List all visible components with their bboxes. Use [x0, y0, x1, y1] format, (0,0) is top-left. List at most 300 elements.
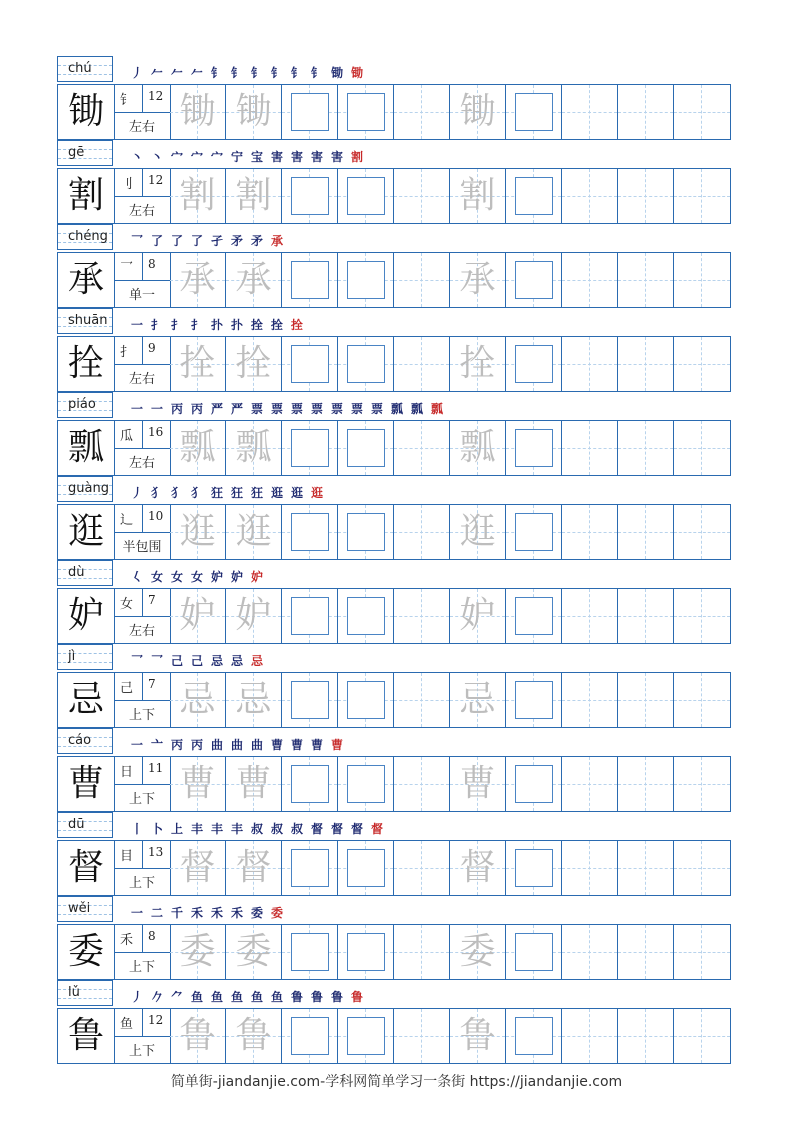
stroke-count: 9 — [148, 341, 156, 355]
practice-cell[interactable] — [618, 421, 674, 475]
writing-box[interactable] — [347, 345, 385, 383]
practice-cell[interactable] — [618, 85, 674, 139]
practice-cell[interactable] — [226, 757, 282, 811]
trace-character: 忌 — [235, 679, 272, 720]
radical: 钅 — [120, 93, 134, 108]
practice-cell[interactable] — [394, 841, 450, 895]
writing-box[interactable] — [347, 765, 385, 803]
stroke-step: 曹 — [310, 738, 323, 752]
trace-character: 拴 — [459, 343, 496, 384]
practice-cell[interactable] — [282, 85, 338, 139]
practice-cell[interactable] — [674, 337, 730, 391]
stroke-step: 鱼 — [270, 990, 283, 1004]
practice-cell[interactable] — [170, 589, 226, 643]
practice-cell[interactable] — [170, 505, 226, 559]
practice-cell[interactable] — [282, 925, 338, 979]
practice-cell[interactable] — [562, 169, 618, 223]
grid-row — [57, 420, 731, 476]
practice-cell[interactable] — [394, 421, 450, 475]
practice-cell[interactable] — [394, 337, 450, 391]
practice-cell[interactable] — [226, 421, 282, 475]
pinyin-box — [57, 56, 113, 82]
pinyin-row — [57, 308, 731, 336]
writing-box[interactable] — [515, 1017, 553, 1055]
stroke-step: 宀 — [190, 150, 203, 164]
practice-cell[interactable] — [226, 337, 282, 391]
practice-cell[interactable] — [338, 589, 394, 643]
practice-cell[interactable] — [618, 925, 674, 979]
writing-box[interactable] — [291, 429, 329, 467]
practice-cell[interactable] — [394, 169, 450, 223]
writing-box[interactable] — [291, 177, 329, 215]
practice-cell[interactable] — [226, 1009, 282, 1063]
practice-cell[interactable] — [338, 85, 394, 139]
practice-cell[interactable] — [674, 841, 730, 895]
writing-box[interactable] — [291, 1017, 329, 1055]
stroke-order — [127, 650, 267, 670]
pinyin-text: jì — [68, 649, 76, 664]
practice-cell[interactable] — [450, 85, 506, 139]
stroke-step: 𠂊 — [150, 990, 163, 1004]
grid-row — [57, 672, 731, 728]
stroke-step: 宝 — [250, 150, 263, 164]
model-character: 拴 — [58, 337, 115, 391]
stroke-step: 钅 — [290, 66, 303, 80]
practice-cell[interactable] — [338, 757, 394, 811]
writing-box[interactable] — [347, 93, 385, 131]
stroke-step: 宁 — [230, 150, 243, 164]
practice-cell[interactable] — [674, 421, 730, 475]
stroke-order — [127, 734, 347, 754]
practice-cell[interactable] — [282, 757, 338, 811]
trace-character: 拴 — [179, 343, 216, 384]
trace-character: 承 — [459, 259, 496, 300]
pinyin-box — [57, 476, 113, 502]
practice-cell[interactable] — [450, 757, 506, 811]
practice-cell[interactable] — [338, 253, 394, 307]
practice-cell[interactable] — [562, 1009, 618, 1063]
character-entry — [57, 812, 731, 896]
practice-cell[interactable] — [506, 85, 562, 139]
character-info — [114, 757, 171, 811]
stroke-step: 鱼 — [190, 990, 203, 1004]
practice-cell[interactable] — [450, 1009, 506, 1063]
stroke-step: 犭 — [170, 486, 183, 500]
pinyin-row — [57, 140, 731, 168]
pinyin-box — [57, 140, 113, 166]
practice-cell[interactable] — [226, 589, 282, 643]
practice-cell[interactable] — [226, 841, 282, 895]
radical: 禾 — [120, 933, 134, 948]
radical: 扌 — [120, 345, 134, 360]
trace-character: 逛 — [459, 511, 496, 552]
stroke-step: 禾 — [230, 906, 243, 920]
writing-box[interactable] — [291, 765, 329, 803]
practice-cell[interactable] — [506, 673, 562, 727]
practice-cell[interactable] — [338, 673, 394, 727]
trace-character: 曹 — [235, 763, 272, 804]
practice-cell[interactable] — [618, 589, 674, 643]
character-entry — [57, 980, 731, 1064]
practice-cell[interactable] — [674, 505, 730, 559]
stroke-step: 了 — [190, 234, 203, 248]
practice-cell[interactable] — [394, 589, 450, 643]
practice-cell[interactable] — [394, 85, 450, 139]
character-info — [114, 505, 171, 559]
radical: 鱼 — [120, 1017, 134, 1032]
practice-cell[interactable] — [226, 505, 282, 559]
practice-cell[interactable] — [282, 421, 338, 475]
writing-box[interactable] — [515, 261, 553, 299]
practice-cell[interactable] — [394, 757, 450, 811]
stroke-step: 妒 — [230, 570, 243, 584]
practice-cell[interactable] — [618, 1009, 674, 1063]
stroke-step: 票 — [330, 402, 343, 416]
trace-character: 鲁 — [179, 1015, 216, 1056]
practice-cell[interactable] — [170, 253, 226, 307]
writing-box[interactable] — [291, 933, 329, 971]
practice-cell[interactable] — [170, 841, 226, 895]
writing-box[interactable] — [347, 177, 385, 215]
stroke-step: 二 — [150, 906, 163, 920]
practice-cell[interactable] — [282, 589, 338, 643]
writing-box[interactable] — [347, 261, 385, 299]
practice-cell[interactable] — [170, 421, 226, 475]
stroke-step: 女 — [170, 570, 183, 584]
model-character: 委 — [58, 925, 115, 979]
stroke-step: 拴 — [250, 318, 263, 332]
stroke-step: 狂 — [250, 486, 263, 500]
practice-cell[interactable] — [562, 589, 618, 643]
stroke-step: 己 — [190, 654, 203, 668]
stroke-step: 委 — [250, 906, 263, 920]
stroke-step: ⺈ — [170, 990, 183, 1004]
practice-cell[interactable] — [170, 337, 226, 391]
grid-row — [57, 504, 731, 560]
practice-cell[interactable] — [562, 757, 618, 811]
pinyin-row — [57, 644, 731, 672]
practice-cell[interactable] — [282, 505, 338, 559]
structure: 左右 — [128, 120, 155, 135]
practice-cell[interactable] — [562, 673, 618, 727]
writing-box[interactable] — [515, 345, 553, 383]
trace-character: 鲁 — [459, 1015, 496, 1056]
practice-cell[interactable] — [562, 253, 618, 307]
model-character: 忌 — [58, 673, 115, 727]
practice-cell[interactable] — [170, 85, 226, 139]
practice-cell[interactable] — [618, 505, 674, 559]
practice-cell[interactable] — [674, 1009, 730, 1063]
stroke-step: 严 — [230, 402, 243, 416]
practice-cell[interactable] — [450, 841, 506, 895]
practice-cell[interactable] — [450, 673, 506, 727]
practice-cell[interactable] — [282, 169, 338, 223]
writing-box[interactable] — [291, 681, 329, 719]
practice-cell[interactable] — [338, 421, 394, 475]
stroke-step: 女 — [150, 570, 163, 584]
stroke-step: 一 — [150, 402, 163, 416]
stroke-count: 12 — [148, 173, 164, 187]
practice-cell[interactable] — [282, 841, 338, 895]
practice-cell[interactable] — [674, 253, 730, 307]
writing-box[interactable] — [291, 93, 329, 131]
trace-character: 锄 — [179, 91, 216, 132]
writing-box[interactable] — [291, 513, 329, 551]
stroke-step: 鲁 — [350, 990, 363, 1004]
writing-box[interactable] — [291, 849, 329, 887]
practice-cell[interactable] — [506, 757, 562, 811]
stroke-step: 害 — [270, 150, 283, 164]
trace-character: 委 — [459, 931, 496, 972]
practice-cell[interactable] — [506, 337, 562, 391]
stroke-step: 害 — [310, 150, 323, 164]
character-info — [114, 841, 171, 895]
practice-cell[interactable] — [562, 505, 618, 559]
writing-box[interactable] — [515, 597, 553, 635]
practice-cell[interactable] — [618, 673, 674, 727]
stroke-count: 13 — [148, 845, 164, 859]
pinyin-row — [57, 560, 731, 588]
writing-box[interactable] — [347, 849, 385, 887]
pinyin-text: lǔ — [68, 985, 80, 1000]
grid-row — [57, 252, 731, 308]
structure: 半包围 — [122, 540, 162, 555]
practice-cell[interactable] — [170, 1009, 226, 1063]
trace-character: 割 — [179, 175, 216, 216]
practice-cell[interactable] — [618, 169, 674, 223]
stroke-step: 曲 — [250, 738, 263, 752]
pinyin-text: cáo — [68, 733, 92, 748]
practice-cell[interactable] — [282, 1009, 338, 1063]
radical: 乛 — [120, 261, 134, 276]
pinyin-row — [57, 224, 731, 252]
stroke-step: 扑 — [230, 318, 243, 332]
practice-cell[interactable] — [506, 253, 562, 307]
practice-cell[interactable] — [506, 925, 562, 979]
writing-box[interactable] — [347, 681, 385, 719]
practice-cell[interactable] — [618, 253, 674, 307]
stroke-step: 犭 — [150, 486, 163, 500]
pinyin-box — [57, 812, 113, 838]
stroke-step: 丰 — [190, 822, 203, 836]
grid-row — [57, 840, 731, 896]
practice-cell[interactable] — [394, 673, 450, 727]
stroke-step: 委 — [270, 906, 283, 920]
practice-cell[interactable] — [338, 1009, 394, 1063]
stroke-step: 鲁 — [330, 990, 343, 1004]
writing-box[interactable] — [347, 1017, 385, 1055]
practice-cell[interactable] — [562, 841, 618, 895]
grid-row — [57, 1008, 731, 1064]
stroke-step: 忌 — [210, 654, 223, 668]
stroke-step: 一 — [130, 906, 143, 920]
writing-box[interactable] — [515, 93, 553, 131]
radical: 瓜 — [120, 429, 134, 444]
writing-box[interactable] — [515, 849, 553, 887]
writing-box[interactable] — [291, 261, 329, 299]
practice-cell[interactable] — [674, 925, 730, 979]
practice-cell[interactable] — [338, 841, 394, 895]
practice-cell[interactable] — [226, 673, 282, 727]
writing-box[interactable] — [291, 597, 329, 635]
writing-box[interactable] — [515, 513, 553, 551]
writing-box[interactable] — [291, 345, 329, 383]
stroke-step: 钅 — [270, 66, 283, 80]
practice-cell[interactable] — [562, 337, 618, 391]
practice-cell[interactable] — [226, 85, 282, 139]
stroke-step: 严 — [210, 402, 223, 416]
trace-character: 忌 — [459, 679, 496, 720]
stroke-step: 票 — [370, 402, 383, 416]
trace-character: 锄 — [459, 91, 496, 132]
trace-character: 鲁 — [235, 1015, 272, 1056]
radical: 辶 — [120, 513, 134, 528]
stroke-step: 票 — [270, 402, 283, 416]
stroke-step: 督 — [310, 822, 323, 836]
practice-cell[interactable] — [674, 673, 730, 727]
model-character: 逛 — [58, 505, 115, 559]
practice-cell[interactable] — [450, 253, 506, 307]
stroke-step: 曲 — [230, 738, 243, 752]
stroke-step: 鲁 — [290, 990, 303, 1004]
writing-box[interactable] — [347, 597, 385, 635]
practice-cell[interactable] — [170, 925, 226, 979]
stroke-step: 丿 — [130, 66, 143, 80]
grid-row — [57, 84, 731, 140]
pinyin-text: guàng — [68, 481, 109, 496]
practice-cell[interactable] — [226, 169, 282, 223]
practice-cell[interactable] — [338, 505, 394, 559]
practice-cell[interactable] — [450, 925, 506, 979]
pinyin-box — [57, 644, 113, 670]
trace-character: 瓢 — [235, 427, 272, 468]
practice-cell[interactable] — [674, 85, 730, 139]
stroke-count: 16 — [148, 425, 164, 439]
practice-cell[interactable] — [338, 169, 394, 223]
practice-cell[interactable] — [170, 757, 226, 811]
stroke-order — [127, 566, 267, 586]
grid-row — [57, 168, 731, 224]
practice-cell[interactable] — [226, 253, 282, 307]
practice-cell[interactable] — [506, 841, 562, 895]
pinyin-text: shuān — [68, 313, 108, 328]
grid-row — [57, 588, 731, 644]
practice-cell[interactable] — [506, 1009, 562, 1063]
practice-cell[interactable] — [506, 169, 562, 223]
practice-cell[interactable] — [394, 253, 450, 307]
stroke-step: 狂 — [210, 486, 223, 500]
practice-cell[interactable] — [618, 757, 674, 811]
pinyin-row — [57, 392, 731, 420]
practice-cell[interactable] — [450, 505, 506, 559]
character-info — [114, 925, 171, 979]
character-info — [114, 337, 171, 391]
practice-cell[interactable] — [562, 925, 618, 979]
stroke-step: 害 — [330, 150, 343, 164]
practice-cell[interactable] — [506, 505, 562, 559]
radical: 日 — [120, 765, 134, 780]
practice-cell[interactable] — [618, 841, 674, 895]
radical: 女 — [120, 597, 134, 612]
pinyin-text: chú — [68, 61, 92, 76]
practice-cell[interactable] — [338, 337, 394, 391]
practice-cell[interactable] — [170, 673, 226, 727]
stroke-step: 鱼 — [230, 990, 243, 1004]
pinyin-box — [57, 224, 113, 250]
practice-cell[interactable] — [674, 169, 730, 223]
practice-cell[interactable] — [450, 337, 506, 391]
stroke-step: 鱼 — [250, 990, 263, 1004]
writing-box[interactable] — [347, 429, 385, 467]
stroke-count: 11 — [148, 761, 164, 775]
practice-cell[interactable] — [394, 1009, 450, 1063]
practice-cell[interactable] — [450, 169, 506, 223]
practice-cell[interactable] — [562, 85, 618, 139]
stroke-step: 扌 — [190, 318, 203, 332]
practice-cell[interactable] — [170, 169, 226, 223]
stroke-step: 拴 — [270, 318, 283, 332]
model-character: 瓢 — [58, 421, 115, 475]
stroke-step: 钅 — [310, 66, 323, 80]
trace-character: 忌 — [179, 679, 216, 720]
writing-box[interactable] — [515, 429, 553, 467]
stroke-step: 钅 — [210, 66, 223, 80]
practice-cell[interactable] — [674, 757, 730, 811]
stroke-step: 督 — [330, 822, 343, 836]
practice-cell[interactable] — [282, 337, 338, 391]
stroke-step: 一 — [130, 738, 143, 752]
pinyin-box — [57, 308, 113, 334]
trace-character: 督 — [179, 847, 216, 888]
trace-character: 督 — [235, 847, 272, 888]
practice-cell[interactable] — [282, 253, 338, 307]
stroke-step: 督 — [370, 822, 383, 836]
pinyin-row — [57, 56, 731, 84]
stroke-step: 叔 — [250, 822, 263, 836]
practice-cell[interactable] — [394, 925, 450, 979]
writing-box[interactable] — [347, 933, 385, 971]
stroke-step: 丙 — [190, 402, 203, 416]
practice-cell[interactable] — [562, 421, 618, 475]
stroke-step: 禾 — [210, 906, 223, 920]
character-info — [114, 1009, 171, 1063]
practice-cell[interactable] — [506, 589, 562, 643]
stroke-step: 锄 — [350, 66, 363, 80]
pinyin-row — [57, 980, 731, 1008]
practice-cell[interactable] — [338, 925, 394, 979]
practice-cell[interactable] — [450, 421, 506, 475]
practice-cell[interactable] — [450, 589, 506, 643]
practice-cell[interactable] — [226, 925, 282, 979]
practice-cell[interactable] — [506, 421, 562, 475]
writing-box[interactable] — [515, 933, 553, 971]
writing-box[interactable] — [347, 513, 385, 551]
trace-character: 委 — [235, 931, 272, 972]
writing-box[interactable] — [515, 765, 553, 803]
practice-cell[interactable] — [394, 505, 450, 559]
pinyin-text: piáo — [68, 397, 96, 412]
stroke-order — [127, 482, 327, 502]
practice-cell[interactable] — [618, 337, 674, 391]
practice-cell[interactable] — [282, 673, 338, 727]
stroke-step: 宀 — [170, 150, 183, 164]
structure: 左右 — [128, 624, 155, 639]
pinyin-text: dū — [68, 817, 85, 832]
writing-box[interactable] — [515, 681, 553, 719]
practice-cell[interactable] — [674, 589, 730, 643]
stroke-count: 7 — [148, 593, 156, 607]
writing-box[interactable] — [515, 177, 553, 215]
